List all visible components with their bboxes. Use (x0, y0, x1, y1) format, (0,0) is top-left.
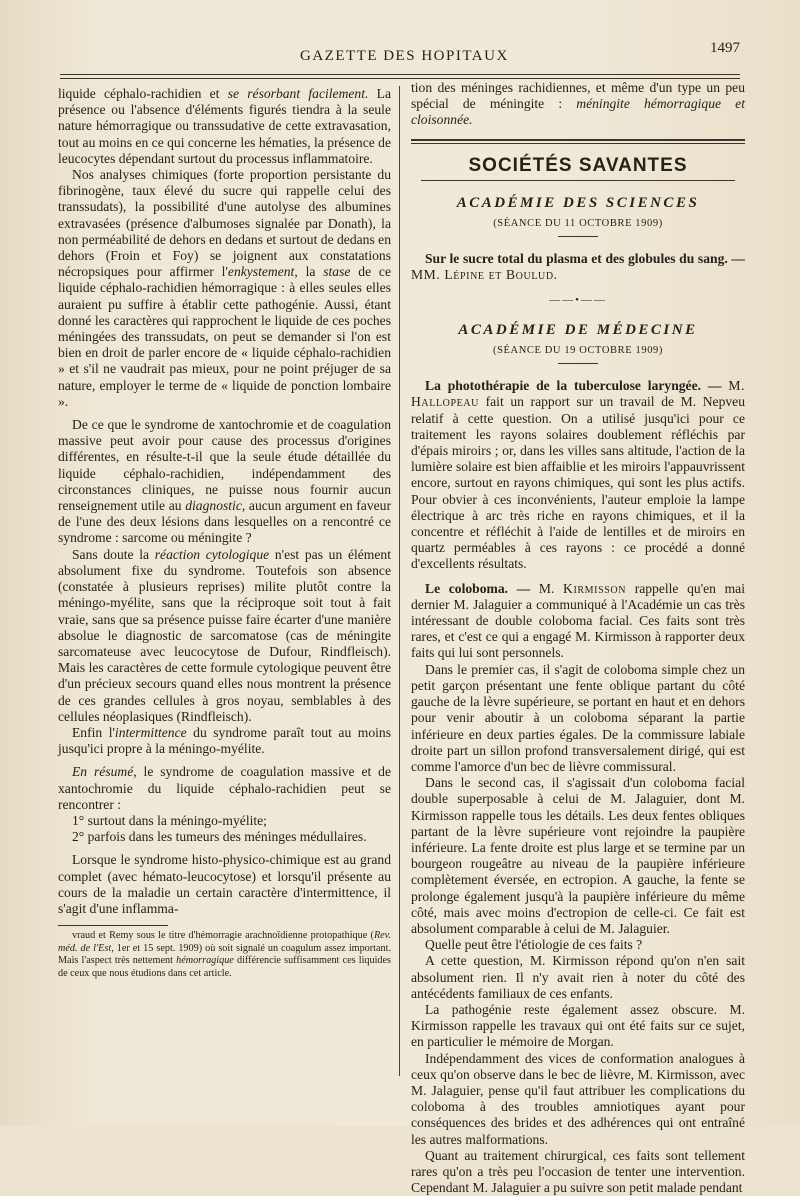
divider (558, 236, 598, 237)
communication-coloboma: Le coloboma. — M. Kirmisson rappelle qu'en mai dernier M. Jalaguier a communiqué à l'Académie un cas très intéressant de double coloboma facial. Ces faits sont très rares, et c'est ce qui a engagé M. Kirmisson à rapporter deux faits qui lui sont personnels. (411, 580, 745, 661)
list-item: 1° surtout dans la méningo-myélite; (72, 812, 267, 828)
paragraph-cytology: Sans doute la réaction cytologique n'est pas un élément absolument fixe du syndrome. Toutefois son absence (constatée à plusieurs reprises) milite plutôt contre la méningo-myélite, sans que la réciproque soit tout à fait vraie, sans que sa présence puisse faire écarter d'une manière absolue le diagnostic de sarcomatose (cas de méningite sarcomateuse avec leucocytose de Dufour, Rindfleisch). Mais les caractères de cette formule cytologique peuvent être d'un précieux secours quand elles nous montrent la présence de ces grandes cellules à gros noyau, semblables à des cellules néoplasiques (Rindfleisch). (58, 546, 391, 724)
paragraph: Quelle peut être l'étiologie de ces faits ? (425, 937, 643, 953)
paragraph: Dans le second cas, il s'agissait d'un coloboma facial double superposable à celui de M. Jalaguier, dont M. Kirmisson rappelle tous les détails. Les deux fentes obliques partant de la lèvre supérieure vont rejoindre la paupière inférieure. La fente droite est plus large et se termine par un bourgeon rougeâtre au niveau de la paupière inférieure complètement éversée, en ectropion. A gauche, la fente se prolonge également jusqu'à la paupière inférieure du même côté, mais avec moins d'ectropion de celle-ci. Ce fait est absolument comparable à celui de M. Jalaguier. (411, 775, 745, 936)
paragraph: Indépendamment des vices de conformation analogues à ceux qu'on observe dans le bec de lièvre, M. Kirmisson, avec M. Jalaguier, pense qu'il faut attribuer les complications du coloboma à des troubles amniotiques ayant pour conséquences des brides et des adhérences qui ont entraîné les autres malformations. (411, 1050, 745, 1147)
running-title: GAZETTE DES HOPITAUX (300, 48, 509, 64)
paragraph-continuation-right: tion des méninges rachidiennes, et même d'un type un peu spécial de méningite : méningite hémorragique et cloisonnée. (411, 80, 745, 128)
page-number: 1497 (710, 40, 740, 56)
paragraph-conclusion: Lorsque le syndrome histo-physico-chimique est au grand complet (avec hémato-leucocytose) et lorsqu'il présente au cours de la maladie un certain caractère d'intermittence, il s'agit d'une inflamma- (58, 852, 391, 916)
paragraph-summary: En résumé, le syndrome de coagulation massive et de xantochromie du liquide céphalo-rachidien peut se rencontrer : (58, 764, 391, 812)
paragraph-intermittence: Enfin l'intermittence du syndrome paraît tout au moins jusqu'ici propre à la méningo-myélite. (58, 724, 391, 757)
column-divider (399, 86, 400, 1076)
paragraph-chemical-analyses: Nos analyses chimiques (forte proportion persistante du fibrinogène, taux élevé du sucre qui rappelle celui des transsudats), la possibilité d'une autolyse des albumines extravasées (présence d'albumoses signalée par Donath), la non perméabilité de dehors en dedans et surtout de dedans en dehors (Froin et Foy) se joignent aux constatations nécropsiques pour affirmer l'enkystement, la stase de ce liquide céphalo-rachidien hémorragique : à elles seules elles auraient pu suffire à établir cette pathogénie. Aussi, étant donné les caractères qui rapprochent le liquide de ces poches méningées des transsudats, on peut se demander si l'on est bien en droit de parler encore de « liquide céphalo-rachidien » et s'il ne vaudrait pas mieux, pour ne point préjuger de sa nature, employer le terme de « liquide de ponction lombaire ». (58, 167, 391, 409)
academy-heading: ACADÉMIE DE MÉDECINE (458, 321, 698, 338)
section-title: SOCIÉTÉS SAVANTES (468, 154, 688, 176)
footnote-rule (58, 925, 168, 926)
communication-phototherapy: La photothérapie de la tuberculose laryngée. — M. Hallopeau fait un rapport sur un travail de M. Nepveu relatif à cette question. On a utilisé jusqu'ici pour ce traitement les rayons solaires doublement réfléchis par d'épais miroirs ; or, dans les villes sans altitude, l'action de la lumière solaire est bien affaiblie et les miroirs l'appauvrissent encore, surtout en rayons chimiques, qui sont les plus actifs. Pour obvier à ces inconvénients, l'auteur emploie la lampe électrique à arc très riche en rayons chimiques, et il la concentre et réfléchit à l'aide de lentilles et de miroirs en quartz perméables à ces rayons : ce procédé a donné d'excellents résultats. (411, 378, 746, 572)
list-item: 2° parfois dans les tumeurs des méninges médullaires. (72, 829, 367, 845)
paragraph-syndrome: De ce que le syndrome de xantochromie et de coagulation massive peut avoir pour cause des processus d'origines différentes, en résulte-t-il que la seule étude détaillée du liquide céphalo-rachidien, indépendamment des circonstances cliniques, ne puisse nous fournir aucun renseignement utile au diagnostic, aucun argument en faveur de l'une des deux lésions dans lesquelles on a rencontré ce syndrome : sarcome ou méningite ? (58, 417, 391, 546)
paragraph: Quant au traitement chirurgical, ces faits sont tellement rares qu'on a très peu l'occasion de tenter une intervention. Cependant M. Jalaguier a pu suivre son petit malade pendant (411, 1147, 745, 1196)
paragraph: A cette question, M. Kirmisson répond qu'on n'en sait absolument rien. Il n'y avait rien à noter du côté des antécédents familiaux de ces enfants. (411, 953, 745, 1001)
divider (558, 363, 598, 364)
paragraph: La pathogénie reste également assez obscure. M. Kirmisson rappelle les travaux qui ont été faits sur ce sujet, en particulier le mémoire de Morgan. (411, 1001, 745, 1050)
section-rule (411, 139, 745, 144)
session-date: (SÉANCE DU 19 OCTOBRE 1909) (492, 345, 663, 357)
session-date: (SÉANCE DU 11 OCTOBRE 1909) (493, 218, 663, 230)
header-rule (60, 74, 740, 75)
paragraph-continuation: liquide céphalo-rachidien et se résorbant facilement. La présence ou l'absence d'éléments figurés tiendra à la seule nature hémorragique ou transsudative de cette extravasation, tout au moins en ce qui concerne les hématies, la présence de leucocytes dépendant surtout du processus inflammatoire. (58, 86, 391, 166)
footnote: vraud et Remy sous le titre d'hémorragie arachnoïdienne protopathique (Rev. méd. de l'Est, 1er et 15 sept. 1909) où soit signalé un coagulum assez important. Mais l'aspect très nettement hémorragique différencie suffisamment ces liquides de ceux que nous étudions dans cet article. (58, 930, 392, 979)
header-rule-secondary (60, 78, 740, 79)
ornament-divider: ——•—— (549, 293, 607, 306)
communication-sugar: Sur le sucre total du plasma et des globules du sang. — MM. Lépine et Boulud. (411, 251, 745, 283)
academy-heading: ACADÉMIE DES SCIENCES (456, 194, 700, 211)
left-column (58, 86, 391, 981)
right-column (411, 80, 745, 1196)
section-title-rule (421, 180, 735, 181)
paragraph: Dans le premier cas, il s'agit de coloboma simple chez un petit garçon présentant une fente oblique partant du côté gauche de la lèvre supérieure, se portant en haut et en dehors pour venir aboutir à un coloboma séparant la partie inférieure en deux parties égales. De la commissure labiale droite part un sillon profond transversalement dirigé, qui est comme l'amorce d'un bec de lièvre commissural. (411, 661, 745, 774)
